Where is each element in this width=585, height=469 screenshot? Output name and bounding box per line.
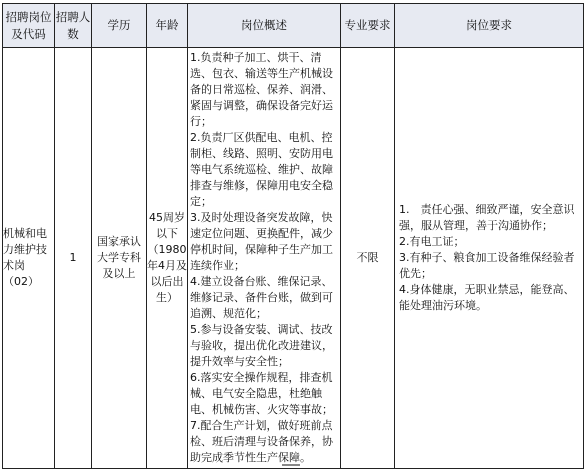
overview-item: 1.负责种子加工、烘干、清选、包衣、输送等生产机械设备的日常巡检、保养、润滑、紧固与调整，确保设备完好运行； xyxy=(190,51,333,128)
cell-requirements xyxy=(395,48,584,469)
overview-item: 2.负责厂区供配电、电机、控制柜、线路、照明、安防用电等电气系统巡检、维护、故障排查与维修，保障用电安全稳定； xyxy=(190,131,333,208)
requirement-item: 3.有种子、粮食加工设备维保经验者优先； xyxy=(399,251,575,280)
cell-overview xyxy=(188,48,341,469)
header-overview: 岗位概述 xyxy=(188,4,341,48)
header-major: 专业要求 xyxy=(341,4,395,48)
header-age: 年龄 xyxy=(147,4,188,48)
overview-item: 6.落实安全操作规程，排查机械、电气安全隐患，杜绝触电、机械伤害、火灾等事故； xyxy=(190,371,333,416)
requirement-item: 2.有电工证； xyxy=(399,235,465,248)
header-count: 招聘人数 xyxy=(55,4,92,48)
cell-age: 45周岁以下（1980年4月及以后出生） xyxy=(147,48,188,469)
header-row xyxy=(3,4,584,48)
table-row xyxy=(3,48,584,469)
cell-education: 国家承认大学专科及以上 xyxy=(92,48,147,469)
cell-major: 不限 xyxy=(341,48,395,469)
overview-item: 5.参与设备安装、调试、技改与验收，提出优化改进建议，提升效率与安全性； xyxy=(190,323,333,368)
overview-item: 4.建立设备台账、维保记录、维修记录、备件台账，做到可追溯、规范化； xyxy=(190,275,333,320)
cell-count: 1 xyxy=(55,48,92,469)
requirement-item: 4.身体健康，无职业禁忌，能登高、能处理油污环境。 xyxy=(399,283,575,312)
overview-item: 7.配合生产计划，做好班前点检、班后清理与设备保养，协助完成季节性生产保障。 xyxy=(190,419,333,464)
header-position: 招聘岗位及代码 xyxy=(3,4,55,48)
header-requirements: 岗位要求 xyxy=(395,4,584,48)
header-education: 学历 xyxy=(92,4,147,48)
page-mark xyxy=(282,464,300,466)
job-table xyxy=(2,3,584,469)
overview-item: 3.及时处理设备突发故障，快速定位问题、更换配件，减少停机时间，保障种子生产加工连续作业； xyxy=(190,211,333,272)
cell-position: 机械和电力维护技术岗（02） xyxy=(3,48,55,469)
requirement-item: 1. 责任心强、细致严谨，安全意识强，服从管理，善于沟通协作； xyxy=(399,203,575,232)
